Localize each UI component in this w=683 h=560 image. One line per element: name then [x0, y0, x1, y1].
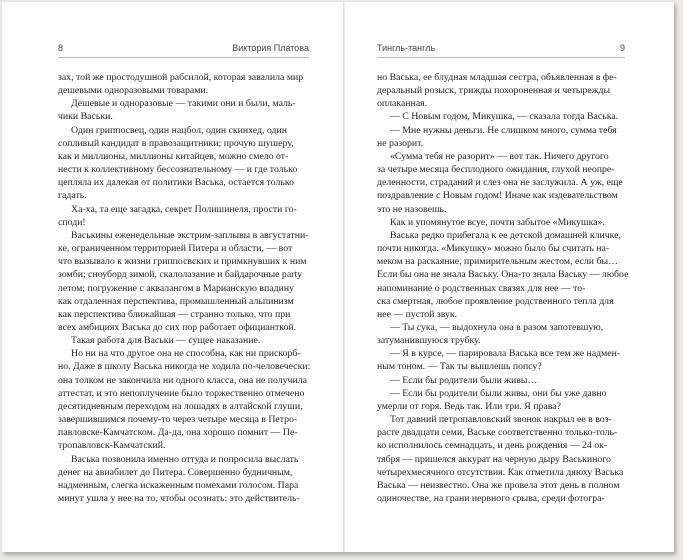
left-page-number: 8: [58, 43, 64, 53]
text-line: — Я в курсе, — парировала Васька все тем же надмен-: [390, 348, 621, 360]
text-line: Васька — неизвестно. Она же провела этот день в полном: [377, 479, 620, 491]
text-line: как и миллионы, миллионы китайцев, можно смело от-: [58, 150, 289, 162]
text-line: Один гриппосвец, один нацбол, один скинхед, один: [71, 124, 287, 136]
text-line: — Если бы родители были живы…: [390, 374, 538, 386]
text-line: Ха-ха, та еще загадка, секрет Полишинеля, прости го-: [71, 203, 297, 215]
text-line: минут ушла у нее на то, чтобы осознать: это действитель-: [58, 493, 300, 504]
text-line: Если бы она не знала Ваську. Она-то знала Ваську — любое: [377, 269, 629, 281]
text-line: деленности, страданий и слез она не заслужила. А уж, еще: [377, 177, 623, 189]
right-header-rule: [377, 57, 625, 58]
book-gutter: [343, 2, 345, 552]
text-line: что вызывало к жизни гриппосвских и примкнувших к ним: [58, 256, 307, 268]
left-page-header: [58, 43, 309, 55]
right-page-text: [377, 71, 629, 505]
text-line: как перспектива ближайшая — странно только, что при: [58, 308, 291, 320]
text-line: ска смертная, любое проявление родственного тепла для: [377, 295, 614, 307]
text-line: — Ты сука, — выдохнула она в разом запотевшую,: [390, 321, 604, 333]
text-line: оплаканная.: [377, 98, 428, 110]
text-line: деральный розыск, трижды похороненная и четырежды: [377, 85, 611, 97]
text-line: Дешевые и одноразовые — такими они и были, маль-: [71, 98, 296, 110]
text-line: надменным, слегка искаженным помехами голосом. Пара: [58, 479, 299, 491]
text-line: тября — пришелся аккурат на черную дыру Васькиного: [377, 453, 611, 465]
text-line: меком на раскаяние, примирительным жестом, если бы…: [377, 256, 618, 268]
text-line: Васька редко прибегала к ее детской домашней кличке,: [390, 229, 621, 241]
text-line: Как и упомянутое всуе, почти забытое «Микушка».: [390, 216, 605, 228]
text-line: четырехмесячного отсутствия. Как отметила дяюху Васька: [377, 466, 624, 478]
text-line: но. Даже в школу Васька никогда не ходила по-человечески:: [58, 361, 311, 373]
text-line: денег на авиабилет до Питера. Совершенно будничным,: [58, 466, 293, 478]
text-line: зомби; сноуборд зимой, скалолазание и байдарочные party: [58, 269, 303, 281]
right-page-header: [377, 43, 625, 55]
text-line: умерли от горя. Ведь так. Или три. Я права?: [377, 400, 561, 412]
text-line: Такая работа для Васьки — сущее наказание.: [71, 335, 261, 347]
text-line: — С Новым годом, Микушка, — сказала тогда Васька.: [390, 111, 619, 123]
left-header-rule: [58, 57, 309, 58]
right-page-number: 9: [619, 43, 625, 53]
text-line: «Сумма тебя не разорит» — вот так. Ничего другого: [390, 150, 609, 162]
left-page-text: [58, 71, 309, 505]
text-line: напоминание о родственных связях для нее — то-: [377, 282, 586, 294]
text-line: дешевыми одноразовыми товарами.: [58, 85, 209, 97]
text-line: ко исполнилось семнадцать, и день рождения — 24 ок-: [377, 440, 608, 452]
text-line: затуманившуюся трубку.: [377, 335, 481, 347]
text-line: всех амбициях Васька до сих пор работает официанткой.: [58, 321, 297, 333]
right-running-head: Тингль-тангль: [377, 43, 436, 53]
text-line: зах, той же простодушной рабсилой, которая завалила мир: [58, 72, 304, 83]
text-line: почти никогда. «Микушку» можно было бы считать на-: [377, 243, 610, 255]
text-line: чики Васьки.: [58, 111, 113, 123]
text-line: как отдаленная перспектива, промышленный альпинизм: [58, 295, 294, 307]
text-line: тропавловск-Камчатский.: [58, 440, 166, 452]
text-line: Васька позвонила именно оттуда и попросила выслать: [71, 453, 299, 465]
text-line: Васькины еженедельные экстрим-заплывы в августатни-: [71, 229, 309, 241]
text-line: летом; погружение с аквалангом в Марианскую впадину: [58, 282, 294, 294]
text-line: она толком не закончила ни одного класса, она не получила: [58, 374, 307, 386]
text-line: расте двадцати семи, Ваське соответственно только-толь-: [377, 427, 618, 439]
text-line: споди!: [58, 216, 86, 228]
text-line: поздравление с Новым годом! Иначе как издевательством: [377, 190, 618, 202]
text-line: сопливый кандидат в правозащитники; прочую шушеру,: [58, 137, 294, 149]
text-line: павловске-Камчатском. Да-да, она хорошо помнит — Пе-: [58, 427, 298, 439]
text-line: нести к коллективному бессознательному — и где только: [58, 164, 298, 176]
text-line: одиночестве, на грани нервного срыва, среди фотогра-: [377, 493, 605, 504]
text-line: цепляла их далекая от политики Васька, остается только: [58, 177, 294, 189]
text-line: — Мне нужны деньги. Не слишком много, сумма тебя: [390, 124, 617, 136]
book-spread: [2, 2, 674, 552]
text-line: Но ни на что другое она не способна, как ни прискорб-: [71, 348, 301, 360]
text-line: десятидневным переходом на лошадях в алтайской глуши,: [58, 400, 303, 412]
text-line: это не назовешь.: [377, 203, 447, 215]
text-line: за четыре месяца бесплодного ожидания, глухой неопре-: [377, 164, 615, 176]
text-line: ке, ограниченном территорией Питера и области, — вот: [58, 243, 293, 255]
text-line: не разорит.: [377, 137, 424, 149]
text-line: гадать.: [58, 190, 87, 202]
text-line: нее — пустой звук.: [377, 308, 458, 320]
text-line: аттестат, и это непоплучение было торжественно отмечено: [58, 387, 305, 399]
text-line: — Если бы родители были живы, они бы уже давно: [390, 387, 607, 399]
text-line: завершившимся почему-то через четыре месяца в Петро-: [58, 414, 298, 426]
text-line: но Васька, ее блудная младшая сестра, объявленная в фе-: [377, 72, 617, 83]
left-running-head: Виктория Платова: [232, 43, 309, 53]
text-line: Тот давний петропавловский звонок накрыл ее в воз-: [390, 414, 612, 426]
text-line: ным тоном. — Так ты вышлешь попсу?: [377, 361, 542, 373]
